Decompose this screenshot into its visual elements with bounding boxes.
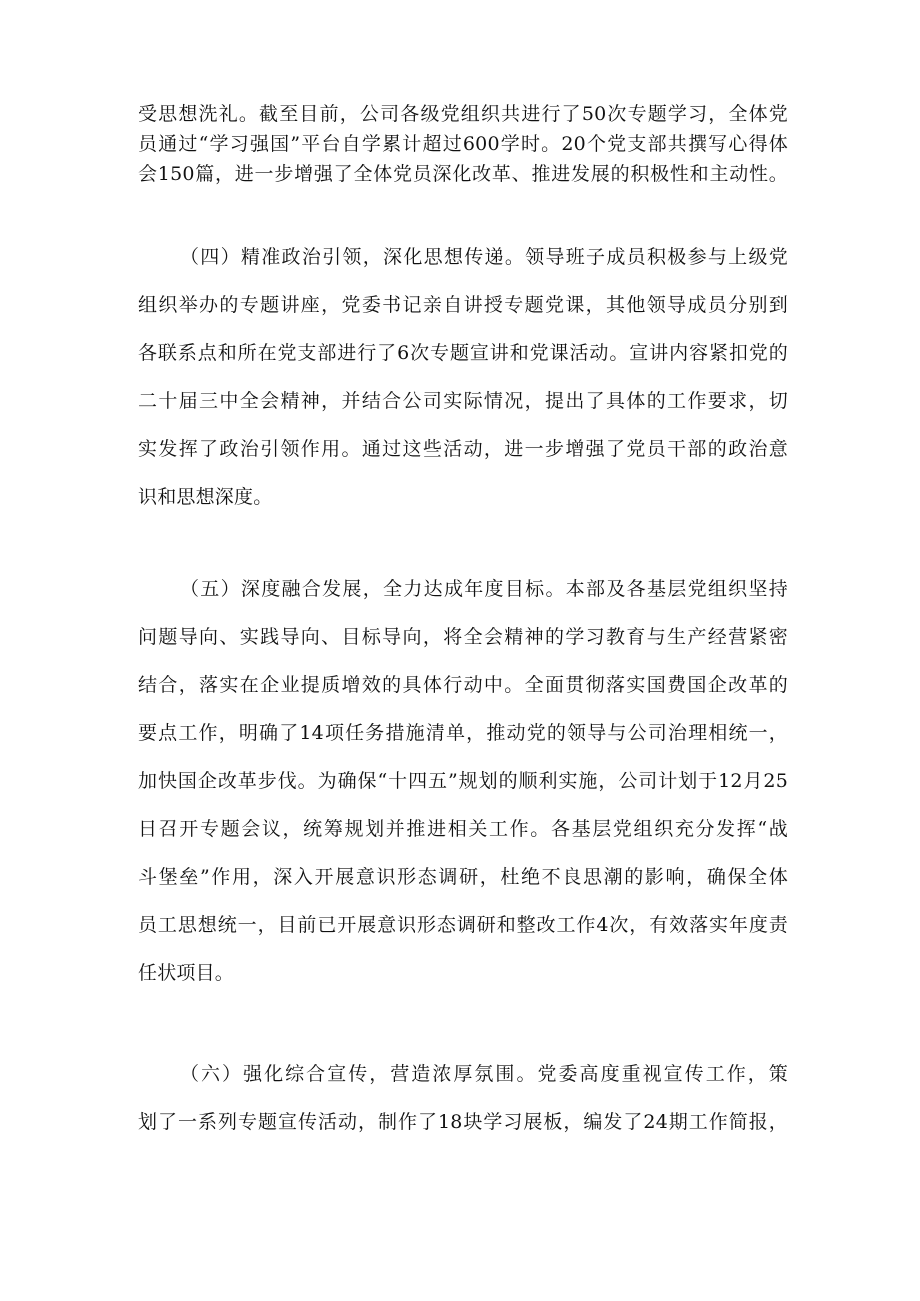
paragraph-heading-line: （四）精准政治引领，深化思想传递。领导班子成员积极参与上级党 [180,246,788,268]
paragraph-line: 结合，落实在企业提质增效的具体行动中。全面贯彻落实国费国企改革的 [138,674,788,696]
paragraph-line: 要点工作，明确了14项任务措施清单，推动党的领导与公司治理相统一， [138,722,788,744]
paragraph-line: 受思想洗礼。截至目前，公司各级党组织共进行了50次专题学习，全体党 [138,103,788,125]
paragraph-line: 实发挥了政治引领作用。通过这些活动，进一步增强了党员干部的政治意 [138,438,788,460]
paragraph-heading-line: （六）强化综合宣传，营造浓厚氛围。党委高度重视宣传工作，策 [180,1063,788,1085]
paragraph-line: 斗堡垒”作用，深入开展意识形态调研，杜绝不良思潮的影响，确保全体 [138,866,788,888]
paragraph-heading-line: （五）深度融合发展，全力达成年度目标。本部及各基层党组织坚持 [180,578,788,600]
paragraph-line: 划了一系列专题宣传活动，制作了18块学习展板，编发了24期工作简报， [138,1111,788,1133]
paragraph-line: 员工思想统一，目前已开展意识形态调研和整改工作4次，有效落实年度责 [138,914,788,936]
paragraph-line: 加快国企改革步伐。为确保“十四五”规划的顺利实施，公司计划于12月25 [138,770,788,792]
paragraph-line: 日召开专题会议，统筹规划并推进相关工作。各基层党组织充分发挥“战 [138,818,788,840]
paragraph-line: 问题导向、实践导向、目标导向，将全会精神的学习教育与生产经营紧密 [138,626,788,648]
paragraph-line: 会150篇，进一步增强了全体党员深化改革、推进发展的积极性和主动性。 [138,163,788,185]
paragraph-line: 员通过“学习强国”平台自学累计超过600学时。20个党支部共撰写心得体 [138,133,788,155]
paragraph-last-line: 识和思想深度。 [138,486,273,508]
paragraph-last-line: 任状项目。 [138,962,235,984]
paragraph-line: 各联系点和所在党支部进行了6次专题宣讲和党课活动。宣讲内容紧扣党的 [138,342,788,364]
paragraph-line: 二十届三中全会精神，并结合公司实际情况，提出了具体的工作要求，切 [138,390,788,412]
paragraph-line: 组织举办的专题讲座，党委书记亲自讲授专题党课，其他领导成员分别到 [138,294,788,316]
